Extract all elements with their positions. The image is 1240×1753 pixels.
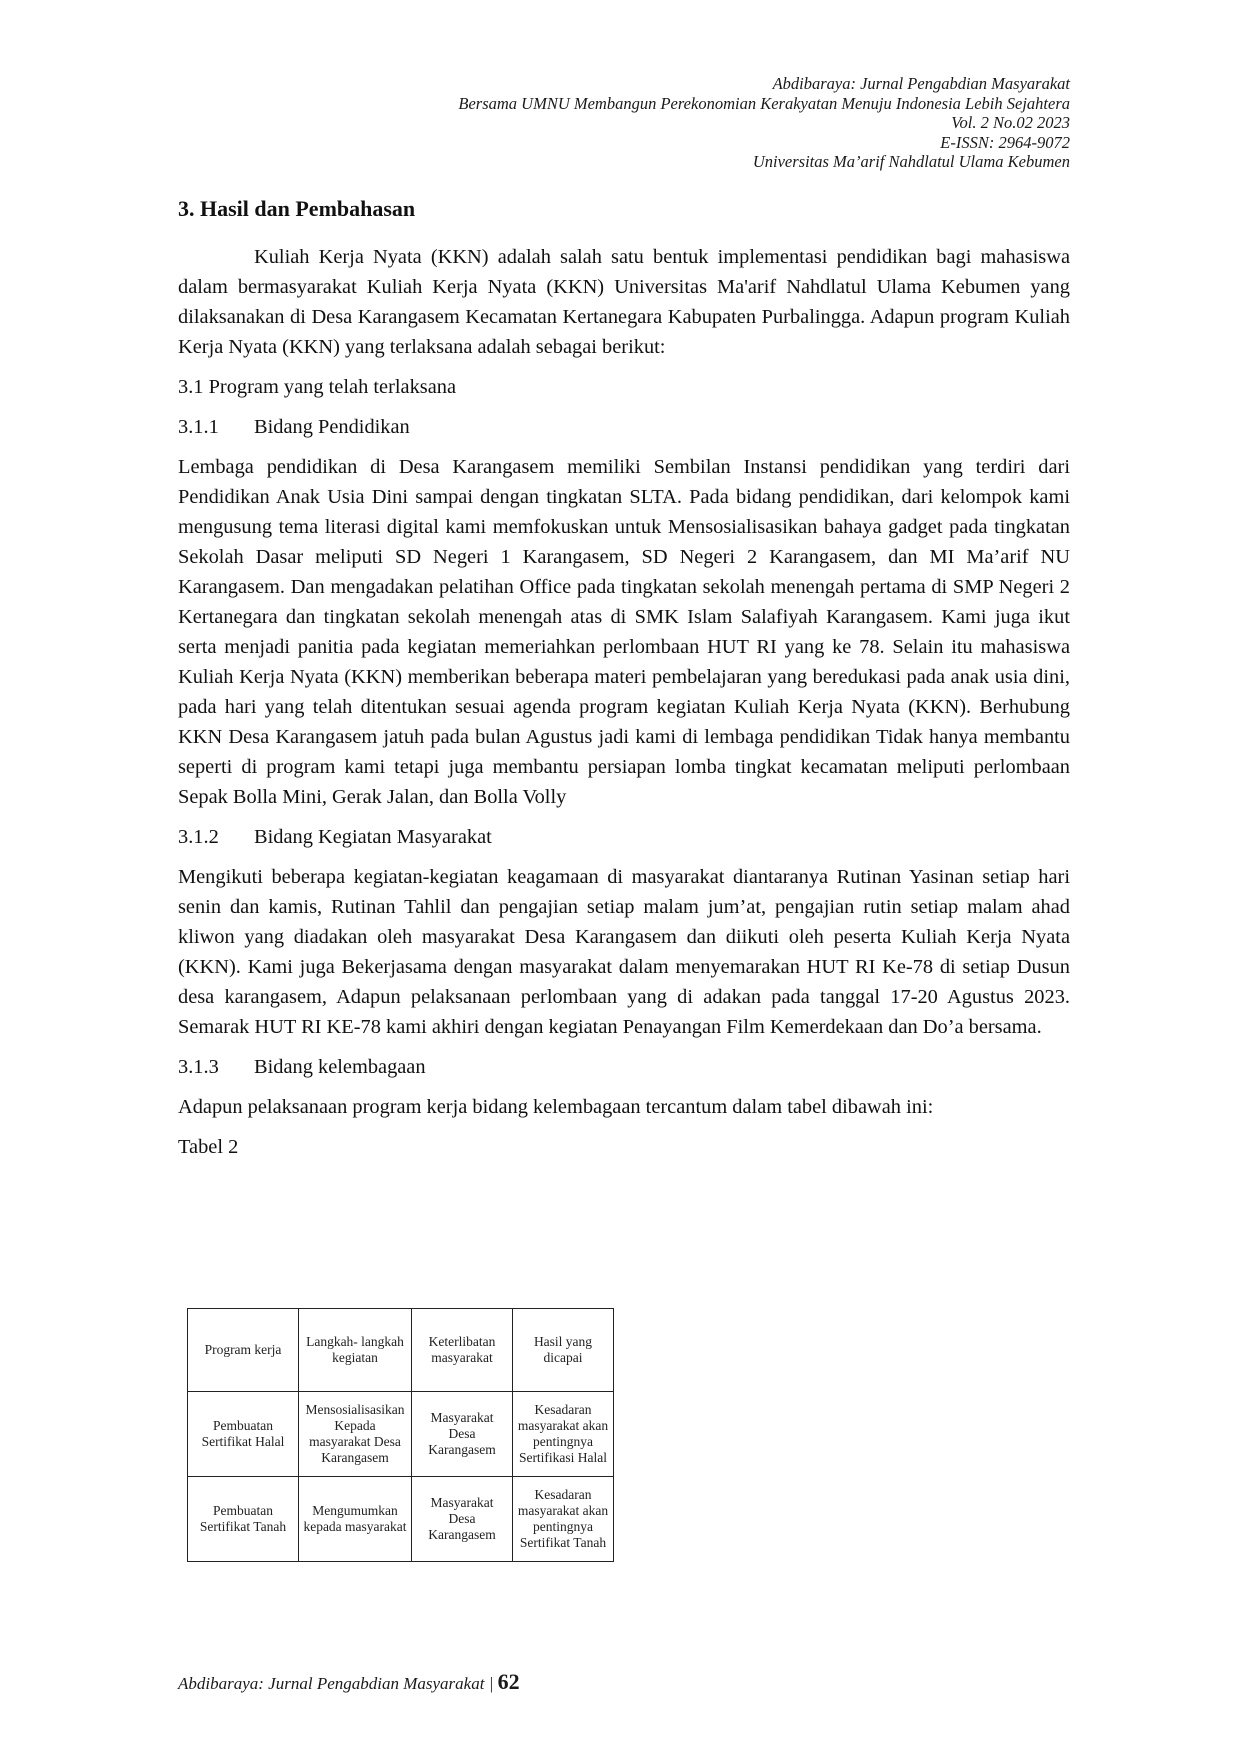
subsection-title: Bidang Kegiatan Masyarakat xyxy=(254,826,492,848)
paragraph-pendidikan: Lembaga pendidikan di Desa Karangasem memiliki Sembilan Instansi pendidikan yang terdiri dari Pendidikan Anak Usia Dini sampai dengan tingkatan SLTA. Pada bidang pendidikan, dari kelompok kami mengusung tema literasi digital kami memfokuskan untuk Mensosialisasikan bahaya gadget pada tingkatan Sekolah Dasar meliputi SD Negeri 1 Karangasem, SD Negeri 2 Karangasem, dan MI Ma’arif NU Karangasem. Dan mengadakan pelatihan Office pada tingkatan sekolah menengah pertama di SMP Negeri 2 Kertanegara dan tingkatan sekolah menengah atas di SMK Islam Salafiyah Karangasem. Kami juga ikut serta menjadi panitia pada kegiatan memeriahkan perlombaan HUT RI yang ke 78. Selain itu mahasiswa Kuliah Kerja Nyata (KKN) memberikan beberapa materi pembelajaran yang beredukasi pada anak usia dini, pada hari yang telah ditentukan sesuai agenda program kegiatan Kuliah Kerja Nyata (KKN). Berhubung KKN Desa Karangasem jatuh pada bulan Agustus jadi kami di lembaga pendidikan Tidak hanya membantu seperti di program kami tetapi juga membantu persiapan lomba tingkat kecamatan meliputi perlombaan Sepak Bolla Mini, Gerak Jalan, dan Bolla Volly xyxy=(178,456,1070,808)
table-caption: Tabel 2 xyxy=(178,1136,239,1158)
table-row xyxy=(188,1477,614,1562)
page-footer xyxy=(178,1669,520,1695)
footer-journal-name: Abdibaraya: Jurnal Pengabdian Masyarakat xyxy=(178,1674,485,1693)
table-cell: Masyarakat Desa Karangasem xyxy=(412,1477,513,1562)
subsection-title: Bidang kelembagaan xyxy=(254,1056,426,1078)
intro-paragraph: Kuliah Kerja Nyata (KKN) adalah salah satu bentuk implementasi pendidikan bagi mahasiswa dalam bermasyarakat Kuliah Kerja Nyata (KKN) Universitas Ma'arif Nahdlatul Ulama Kebumen yang dilaksanakan di Desa Karangasem Kecamatan Kertanegara Kabupaten Purbalingga. Adapun program Kuliah Kerja Nyata (KKN) yang terlaksana adalah sebagai berikut: xyxy=(178,246,1070,358)
table-header-cell: Langkah- langkah kegiatan xyxy=(299,1309,412,1392)
header-theme: Bersama UMNU Membangun Perekonomian Kerakyatan Menuju Indonesia Lebih Sejahtera xyxy=(458,93,1070,113)
subsection-3-1-2-heading xyxy=(178,822,1070,852)
subsection-number: 3.1.2 xyxy=(178,826,219,848)
program-table xyxy=(187,1308,614,1562)
header-issn: E-ISSN: 2964-9072 xyxy=(940,132,1070,152)
table-cell: Kesadaran masyarakat akan pentingnya Sertifikasi Halal xyxy=(513,1392,614,1477)
table-cell: Pembuatan Sertifikat Halal xyxy=(188,1392,299,1477)
section-title: 3. Hasil dan Pembahasan xyxy=(178,196,416,221)
table-cell: Pembuatan Sertifikat Tanah xyxy=(188,1477,299,1562)
running-header xyxy=(458,74,1070,172)
subsection-number: 3.1.3 xyxy=(178,1056,219,1078)
header-volume: Vol. 2 No.02 2023 xyxy=(951,113,1070,132)
subsection-3-1-3-heading xyxy=(178,1052,1070,1082)
table-header-row xyxy=(188,1309,614,1392)
header-journal-name: Abdibaraya: Jurnal Pengabdian Masyarakat xyxy=(772,74,1070,93)
subsection-number: 3.1.1 xyxy=(178,416,219,438)
table-cell: Kesadaran masyarakat akan pentingnya Sertifikat Tanah xyxy=(513,1477,614,1562)
table-cell: Mensosialisasikan Kepada masyarakat Desa Karangasem xyxy=(299,1392,412,1477)
page-number: 62 xyxy=(497,1669,520,1694)
table-header-cell: Hasil yang dicapai xyxy=(513,1309,614,1392)
paragraph-masyarakat: Mengikuti beberapa kegiatan-kegiatan keagamaan di masyarakat diantaranya Rutinan Yasinan setiap hari senin dan kamis, Rutinan Tahlil dan pengajian setiap malam jum’at, pengajian rutin setiap malam ahad kliwon yang diadakan oleh masyarakat Desa Karangasem dan diikuti oleh peserta Kuliah Kerja Nyata (KKN). Kami juga Bekerjasama dengan masyarakat dalam menyemarakan HUT RI Ke-78 di setiap Dusun desa karangasem, Adapun pelaksanaan perlombaan yang di adakan pada tanggal 17-20 Agustus 2023. Semarak HUT RI KE-78 kami akhiri dengan kegiatan Penayangan Film Kemerdekaan dan Do’a bersama. xyxy=(178,866,1070,1038)
table-row xyxy=(188,1392,614,1477)
paragraph-kelembagaan: Adapun pelaksanaan program kerja bidang kelembagaan tercantum dalam tabel dibawah ini: xyxy=(178,1096,934,1118)
table-cell: Mengumumkan kepada masyarakat xyxy=(299,1477,412,1562)
header-university: Universitas Ma’arif Nahdlatul Ulama Kebumen xyxy=(752,152,1070,171)
footer-separator: | xyxy=(488,1674,494,1693)
table-header-cell: Program kerja xyxy=(188,1309,299,1392)
subsection-title: Bidang Pendidikan xyxy=(254,416,410,438)
main-content xyxy=(178,196,1070,1162)
table-header-cell: Keterlibatan masyarakat xyxy=(412,1309,513,1392)
subsection-3-1-heading: 3.1 Program yang telah terlaksana xyxy=(178,376,457,398)
subsection-3-1-1-heading xyxy=(178,412,1070,442)
table-cell: Masyarakat Desa Karangasem xyxy=(412,1392,513,1477)
